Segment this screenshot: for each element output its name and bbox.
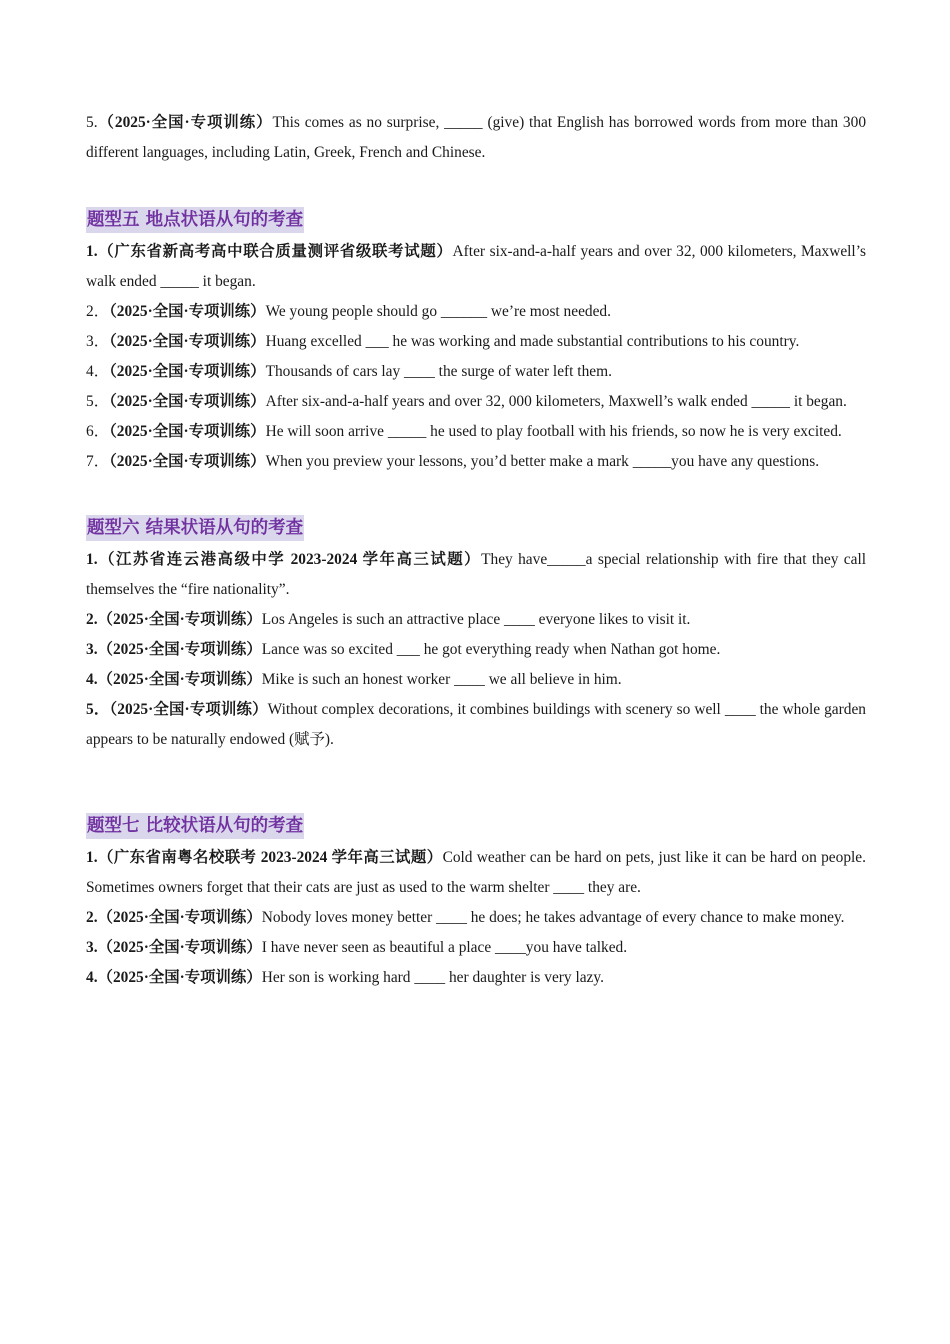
question-source: （2025·全国·专项训练） [97,909,262,926]
question-item [86,635,866,665]
question-number: 2. [86,909,98,926]
question-text: This comes as no surprise, _____ (give) that English has borrowed words from more than 300 different languages, including Latin, Greek, French and Chinese. [86,114,867,161]
question-text: Her son is working hard ____ her daughter is very lazy. [261,969,604,986]
question-source: （2025·全国·专项训练） [109,333,266,350]
question-number: 1. [86,551,98,568]
question-source: （2025·全国·专项训练） [97,611,262,628]
question-number: 4. [86,969,98,986]
question-source: （广东省南粤名校联考 2023-2024 学年高三试题） [97,849,443,866]
question-text: Thousands of cars lay ____ the surge of water left them. [265,363,612,380]
question-number: 1. [86,849,98,866]
question-source: （2025·全国·专项训练） [97,939,262,956]
question-number: 3. [86,939,98,956]
question-item [86,933,866,963]
question-source: （2025·全国·专项训练） [109,303,266,320]
question-text: They have_____a special relationship with fire that they call themselves the “fire nationality”. [86,551,866,598]
question-source: （2025·全国·专项训练） [109,453,266,470]
question-text: We young people should go ______ we’re most needed. [265,303,611,320]
question-item [86,237,866,297]
question-source: （2025·全国·专项训练） [109,363,266,380]
question-number: 7． [86,453,110,470]
section-heading: 题型五 地点状语从句的考查 [86,207,304,233]
question-text: Los Angeles is such an attractive place ____ everyone likes to visit it. [261,611,691,628]
question-text: He will soon arrive _____ he used to play football with his friends, so now he is very excited. [265,423,842,440]
question-number: 4． [86,363,110,380]
question-text: I have never seen as beautiful a place ____you have talked. [261,939,628,956]
question-text: Mike is such an honest worker ____ we all believe in him. [261,671,622,688]
question-source: （广东省新高考高中联合质量测评省级联考试题） [97,243,453,260]
question-item [86,903,866,933]
question-number: 2. [86,611,98,628]
question-item [86,297,866,327]
question-text: After six-and-a-half years and over 32, 000 kilometers, Maxwell’s walk ended _____ it began. [265,393,847,410]
question-item [86,447,866,477]
question-text: Huang excelled ___ he was working and made substantial contributions to his country. [265,333,800,350]
section-heading: 题型六 结果状语从句的考查 [86,515,304,541]
question-text: After six-and-a-half years and over 32, 000 kilometers, Maxwell’s walk ended _____ it began. [86,243,866,290]
question-item [86,417,866,447]
question-number: 5． [86,701,110,718]
question-source: （2025·全国·专项训练） [109,393,266,410]
question-number: 3. [86,641,98,658]
question-source: （2025·全国·专项训练） [97,114,273,131]
question-item [86,327,866,357]
question-source: （江苏省连云港高级中学 2023-2024 学年高三试题） [97,551,482,568]
question-text: Lance was so excited ___ he got everything ready when Nathan got home. [261,641,721,658]
section-heading: 题型七 比较状语从句的考查 [86,813,304,839]
question-number: 6． [86,423,110,440]
question-item [86,545,866,605]
question-source: （2025·全国·专项训练） [97,671,262,688]
question-text: Cold weather can be hard on pets, just like it can be hard on people. Sometimes owners forget that their cats are just as used to the warm shelter ____ they are. [86,849,866,896]
question-text: Nobody loves money better ____ he does; he takes advantage of every chance to make money. [261,909,845,926]
question-source: （2025·全国·专项训练） [97,969,262,986]
question-item [86,108,866,168]
question-item [86,357,866,387]
question-source: （2025·全国·专项训练） [109,423,266,440]
question-number: 4. [86,671,98,688]
question-number: 3． [86,333,110,350]
question-source: （2025·全国·专项训练） [109,701,268,718]
question-item [86,387,866,417]
question-text: Without complex decorations, it combines buildings with scenery so well ____ the whole garden appears to be naturally endowed (赋予). [86,701,866,748]
question-text: When you preview your lessons, you’d better make a mark _____you have any questions. [265,453,820,470]
question-item [86,963,866,993]
question-number: 1. [86,243,98,260]
question-item [86,695,866,755]
question-item [86,665,866,695]
question-source: （2025·全国·专项训练） [97,641,262,658]
question-number: 5. [86,114,98,131]
question-number: 5． [86,393,110,410]
question-item [86,843,866,903]
question-item [86,605,866,635]
question-number: 2． [86,303,110,320]
document-page [86,108,866,993]
